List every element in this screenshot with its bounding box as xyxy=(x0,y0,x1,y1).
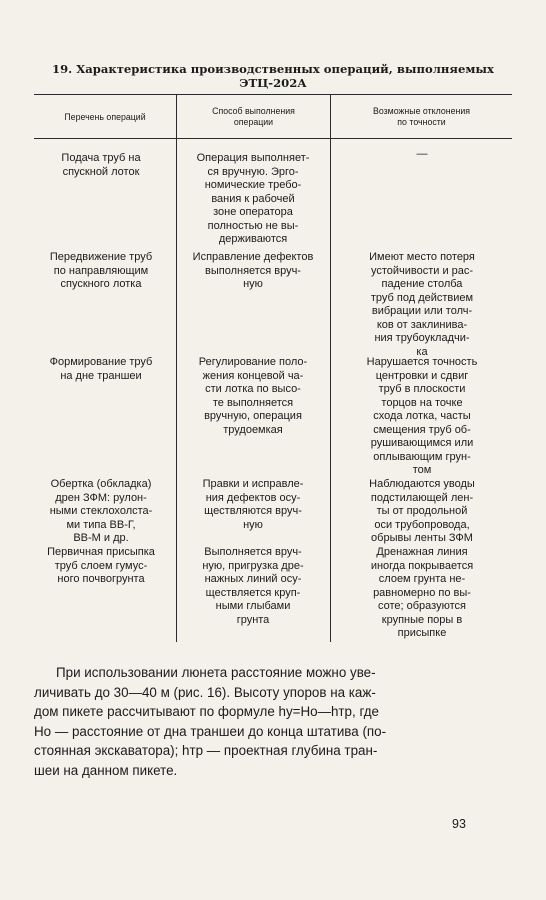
row1-deviation: — xyxy=(416,148,428,160)
header-operations: Перечень операций xyxy=(64,111,146,122)
row2-method: Исправление дефектов выполняется вруч- ную xyxy=(192,251,314,290)
table-top-rule xyxy=(34,94,512,95)
header-deviations: Возможные отклонения по точности xyxy=(372,106,471,127)
row2-deviation: Имеют место потеря устойчивости и рас- падение столба труб под действием вибрации или толч- ков от заклинива- ния трубоукладчи- ка xyxy=(369,251,475,358)
body-paragraph xyxy=(34,663,512,780)
row4-deviation: Наблюдаются уводы подстилающей лен- ты от продольной оси трубопровода, обрывы ленты ЗФМ xyxy=(369,478,475,544)
table-title-line2: ЭТЦ-202А xyxy=(239,76,307,90)
row3-operation: Формирование труб на дне траншеи xyxy=(49,356,153,382)
row1-method: Операция выполняет- ся вручную. Эрго- номические требо- вания к рабочей зоне оператора полностью не вы- держиваются xyxy=(196,152,310,245)
paragraph-line: При использовании люнета расстояние можно уве- xyxy=(56,665,376,680)
table-title-line1: 19. Характеристика производственных операций, выполняемых xyxy=(52,62,494,76)
column-divider-2 xyxy=(330,94,331,642)
row5-method: Выполняется вруч- ную, пригрузка дре- нажных линий осу- ществляется круп- ными глыбами грунта xyxy=(202,546,304,626)
paragraph-line: шеи на данном пикете. xyxy=(34,762,178,778)
operations-table xyxy=(34,94,512,642)
table-title xyxy=(34,62,512,90)
row5-deviation: Дренажная линия иногда покрывается слоем грунта не- равномерно по вы- соте; образуются крупные поры в присыпке xyxy=(370,546,474,639)
row4-operation: Обертка (обкладка) дрен ЗФМ: рулон- ными стеклохолста- ми типа ВВ-Г, ВВ-М и др. xyxy=(49,478,153,544)
row3-deviation: Нарушается точность центровки и сдвиг труб в плоскости торцов на точке схода лотка, часты смещения труб об- рушивающимся или оплывающим грун- том xyxy=(366,356,478,476)
paragraph-line: стоянная экскаватора); hтр — проектная глубина тран- xyxy=(34,743,378,758)
row2-operation: Передвижение труб по направляющим спускного лотка xyxy=(49,251,153,290)
row4-method: Правки и исправле- ния дефектов осу- ществляются вруч- ную xyxy=(202,478,304,531)
paragraph-line: дом пикете рассчитывают по формуле hу=Hо—hтр, где xyxy=(34,704,379,719)
paragraph-line: личивать до 30—40 м (рис. 16). Высоту упоров на каж- xyxy=(34,684,376,700)
row3-method: Регулирование поло- жения концевой ча- сти лотка по высо- те выполняется вручную, операция трудоемкая xyxy=(198,356,308,436)
row5-operation: Первичная присыпка труб слоем гумус- ного почвогрунта xyxy=(47,546,155,585)
page-number: 93 xyxy=(452,817,466,831)
paragraph-line: Hо — расстояние от дна траншеи до конца штатива (по- xyxy=(34,723,387,739)
row1-operation: Подача труб на спускной лоток xyxy=(61,152,141,178)
column-divider-1 xyxy=(176,94,177,642)
header-method: Способ выполнения операции xyxy=(212,106,295,127)
table-header-rule xyxy=(34,138,512,139)
